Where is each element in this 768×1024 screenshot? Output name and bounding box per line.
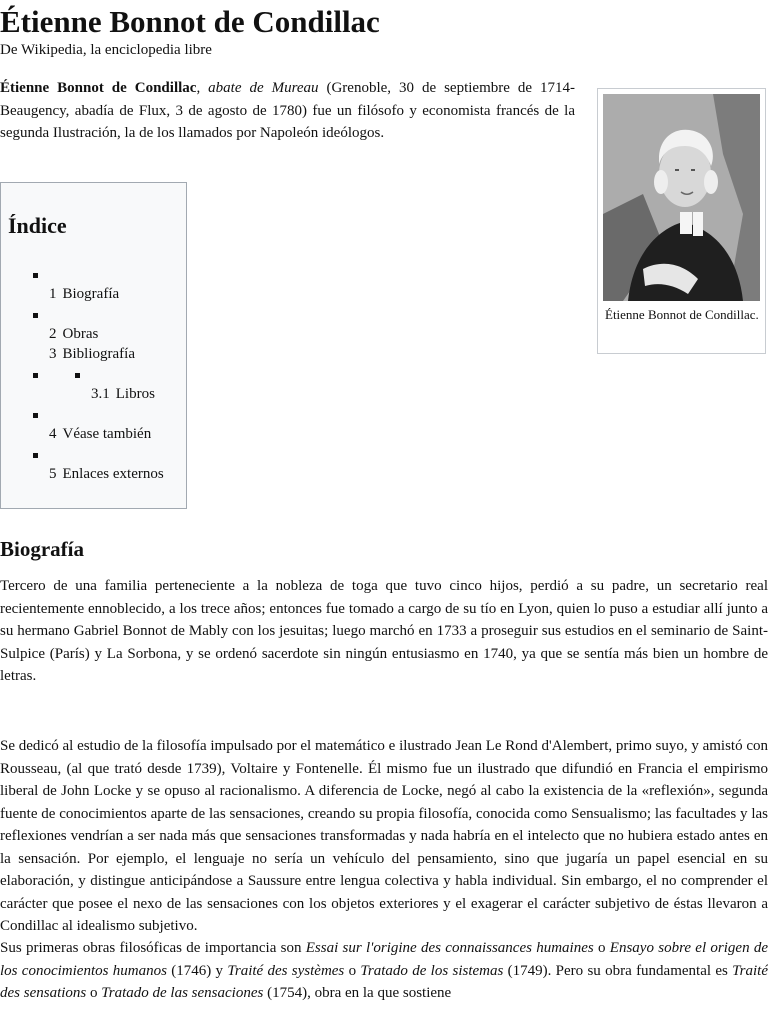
subject-name: Étienne Bonnot de Condillac bbox=[0, 80, 197, 96]
work-title: Tratado de las sensaciones bbox=[101, 985, 264, 1001]
work-title: Ensayo sobre el origen de los conocimientos humanos bbox=[0, 940, 768, 979]
work-title: Tratado de los sistemas bbox=[360, 962, 504, 979]
toc-bullet bbox=[33, 453, 38, 458]
portrait-image[interactable] bbox=[603, 94, 760, 301]
toc-item-libros[interactable]: 3.1 Libros bbox=[91, 386, 155, 402]
intro-paragraph bbox=[0, 77, 575, 145]
toc-title: Índice bbox=[8, 213, 67, 238]
toc-item-obras[interactable]: 2 Obras bbox=[49, 326, 99, 342]
page-title: Étienne Bonnot de Condillac bbox=[0, 4, 380, 39]
work-title: Traité des systèmes bbox=[227, 962, 345, 979]
portrait-caption: Étienne Bonnot de Condillac. bbox=[605, 307, 759, 322]
toc-item-vease-tambien[interactable]: 4 Véase también bbox=[49, 426, 152, 442]
toc-item-biografia[interactable]: 1 Biografía bbox=[49, 286, 120, 302]
section-heading-biografia: Biografía bbox=[0, 537, 84, 561]
infobox bbox=[597, 88, 766, 354]
toc-item-bibliografia[interactable]: 3 Bibliografía bbox=[49, 346, 135, 362]
biografia-paragraph-1: Tercero de una familia perteneciente a la nobleza de toga que tuvo cinco hijos, perdió a su padre, un secretario real recientemente ennoblecido, a los trece años; entonces fue tomado a cargo de su tío en Lyon, quien lo puso a estudiar allí junto a su hermano Gabriel Bonnot de Mably con los jesuitas; luego marchó en 1733 a proseguir sus estudios en el seminario de Saint-Sulpice (París) y La Sorbona, y se ordenó sacerdote sin ningún entusiasmo en 1740, ya que se sentía más bien un hombre de letras. bbox=[0, 578, 768, 684]
biografia-paragraph-3: Sus primeras obras filosóficas de importancia son Essai sur l'origine des connaissances humaines o Ensayo sobre el origen de los conocimientos humanos (1746) y Traité des systèmes o Tratado de los sistemas (1749). Pero su obra fundamental es Traité des sensations o Tratado de las sensaciones (1754), obra en la que sostiene bbox=[0, 940, 768, 1001]
intro-separator: , bbox=[196, 80, 209, 96]
toc-bullet bbox=[33, 413, 38, 418]
work-title: Traité des sensations bbox=[0, 962, 768, 1001]
work-title: Essai sur l'origine des connaissances humaines bbox=[305, 940, 594, 956]
intro-text: (Grenoble, 30 de septiembre de 1714-Beaugency, abadía de Flux, 3 de agosto de 1780) fue un filósofo y economista francés de la segunda Ilustración, la de los llamados por Napoleón ideólogos. bbox=[0, 80, 575, 141]
toc-item-enlaces-externos[interactable]: 5 Enlaces externos bbox=[49, 466, 164, 482]
toc-bullet bbox=[33, 373, 38, 378]
biografia-paragraph-2: Se dedicó al estudio de la filosofía impulsado por el matemático e ilustrado Jean Le Rond d'Alembert, primo suyo, y amistó con Rousseau, (al que trató desde 1739), Voltaire y Fontenelle. Él mismo fue un ilustrado que difundió en Francia el empirismo liberal de John Locke y se opuso al racionalismo. A diferencia de Locke, negó al cabo la existencia de la «reflexión», segunda fuente de conocimientos aparte de las sensaciones, creando su propia filosofía, conocida como Sensualismo; las facultades y las reflexiones vendrían a ser nada más que sensaciones transformadas y nada habría en el intelecto que no hubiera estado antes en la sensación. Por ejemplo, el lenguaje no sería un vehículo del pensamiento, sino que jugaría un papel esencial en su elaboración, y distingue anticipándose a Saussure entre lengua colectiva y habla individual. Sin embargo, el no comprender el carácter que posee el nexo de las sensaciones con los objetos exteriores y el exagerar el carácter subjetivo de éstas llevaron a Condillac al idealismo subjetivo. bbox=[0, 738, 768, 934]
toc-bullet bbox=[75, 373, 80, 378]
toc-bullet bbox=[33, 273, 38, 278]
site-tagline: De Wikipedia, la enciclopedia libre bbox=[0, 42, 212, 58]
subject-alias: abate de Mureau bbox=[208, 80, 319, 96]
table-of-contents bbox=[0, 182, 187, 509]
toc-bullet bbox=[33, 313, 38, 318]
